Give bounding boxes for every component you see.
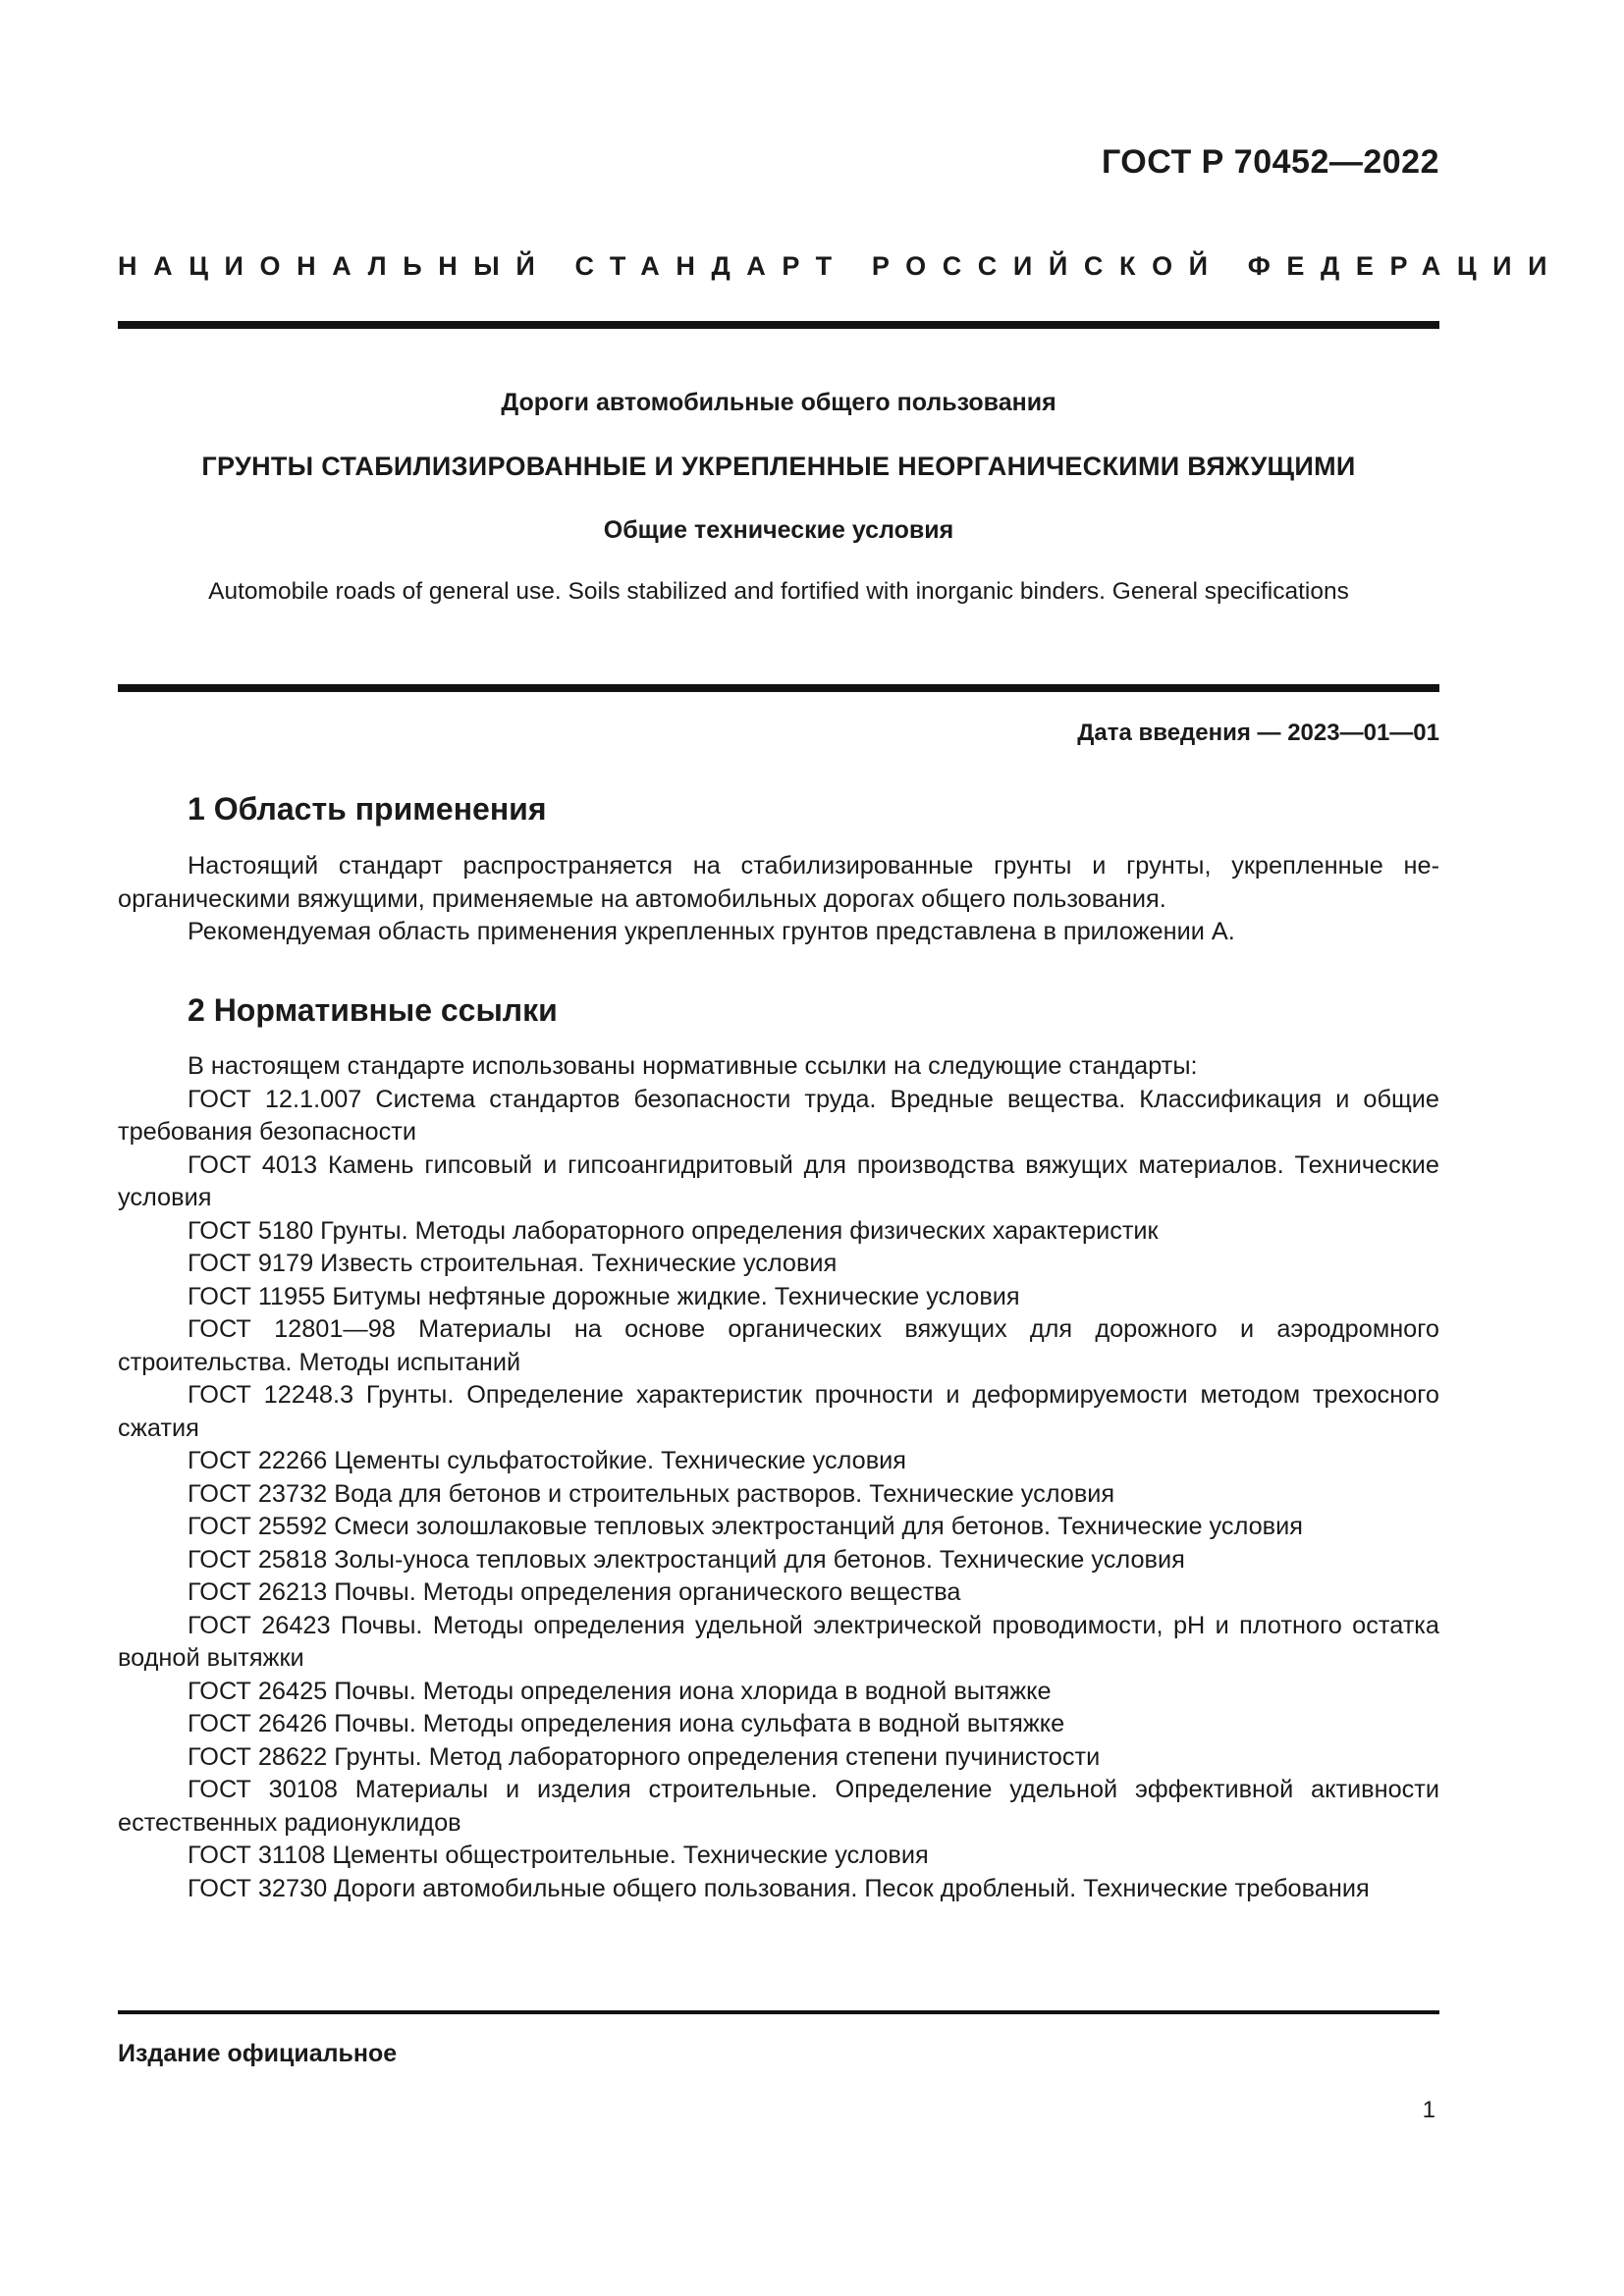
reference-item: ГОСТ 22266 Цементы сульфатостойкие. Технические условия	[188, 1447, 906, 1474]
section-1-heading: 1 Область применения	[188, 791, 547, 827]
reference-item: ГОСТ 30108 Материалы и изделия строительные. Определение удельной эффективной активности естественных радионуклидов	[118, 1776, 1439, 1837]
reference-item: ГОСТ 23732 Вода для бетонов и строительных растворов. Технические условия	[188, 1479, 1115, 1508]
reference-item: ГОСТ 28622 Грунты. Метод лабораторного определения степени пучинистости	[188, 1742, 1101, 1771]
reference-item: ГОСТ 25592 Смеси золошлаковые тепловых электростанций для бетонов. Технические условия	[188, 1513, 1303, 1540]
section-1-body	[118, 850, 1439, 949]
footer-divider	[118, 2010, 1439, 2014]
section-2-intro: В настоящем стандарте использованы нормативные ссылки на следующие стандарты:	[188, 1052, 1198, 1080]
reference-item: ГОСТ 5180 Грунты. Методы лабораторного определения физических характеристик	[188, 1216, 1159, 1245]
title-line-2: ГРУНТЫ СТАБИЛИЗИРОВАННЫЕ И УКРЕПЛЕННЫЕ НЕОРГАНИЧЕСКИМИ ВЯЖУЩИМИ	[201, 452, 1356, 481]
reference-item: ГОСТ 12.1.007 Система стандартов безопасности труда. Вредные вещества. Классификация и общие требования безопасности	[118, 1085, 1439, 1146]
national-standard-banner: НАЦИОНАЛЬНЫЙ СТАНДАРТ РОССИЙСКОЙ ФЕДЕРАЦИИ	[118, 251, 1564, 281]
reference-item: ГОСТ 9179 Известь строительная. Технические условия	[188, 1250, 838, 1277]
section-1-paragraph: Рекомендуемая область применения укрепленных грунтов представлена в приложении А.	[188, 918, 1235, 945]
section-2-body	[118, 1050, 1439, 1905]
reference-item: ГОСТ 32730 Дороги автомобильные общего пользования. Песок дробленый. Технические требования	[188, 1874, 1370, 1902]
reference-item: ГОСТ 11955 Битумы нефтяные дорожные жидкие. Технические условия	[188, 1282, 1020, 1310]
reference-item: ГОСТ 26425 Почвы. Методы определения иона хлорида в водной вытяжке	[188, 1677, 1052, 1705]
standard-code: ГОСТ Р 70452—2022	[1101, 143, 1439, 181]
reference-item: ГОСТ 12248.3 Грунты. Определение характеристик прочности и деформируемости методом трехосного сжатия	[118, 1381, 1439, 1442]
section-2-heading: 2 Нормативные ссылки	[188, 992, 558, 1028]
official-edition-label: Издание официальное	[118, 2040, 398, 2067]
reference-item: ГОСТ 25818 Золы-уноса тепловых электростанций для бетонов. Технические условия	[188, 1545, 1185, 1574]
reference-item: ГОСТ 26426 Почвы. Методы определения иона сульфата в водной вытяжке	[188, 1710, 1065, 1737]
english-title: Automobile roads of general use. Soils stabilized and fortified with inorganic binders. General specifications	[208, 578, 1349, 605]
reference-item: ГОСТ 26213 Почвы. Методы определения органического вещества	[188, 1578, 961, 1606]
introduction-date: Дата введения — 2023—01—01	[1077, 720, 1439, 746]
header-divider	[118, 321, 1439, 329]
title-line-3: Общие технические условия	[603, 516, 954, 544]
title-divider	[118, 684, 1439, 692]
section-1-paragraph: Настоящий стандарт распространяется на стабилизированные грунты и грунты, укрепленные неорганическими вяжущими, применяемые на автомобильных дорогах общего пользования.	[118, 852, 1439, 913]
page-number: 1	[1422, 2097, 1435, 2123]
reference-item: ГОСТ 31108 Цементы общестроительные. Технические условия	[188, 1842, 929, 1869]
reference-item: ГОСТ 26423 Почвы. Методы определения удельной электрической проводимости, рН и плотного остатка водной вытяжки	[118, 1611, 1439, 1672]
title-line-1: Дороги автомобильные общего пользования	[501, 389, 1056, 416]
reference-item: ГОСТ 12801—98 Материалы на основе органических вяжущих для дорожного и аэродромного строительства. Методы испытаний	[118, 1315, 1439, 1376]
reference-item: ГОСТ 4013 Камень гипсовый и гипсоангидритовый для производства вяжущих материалов. Технические условия	[118, 1150, 1439, 1211]
